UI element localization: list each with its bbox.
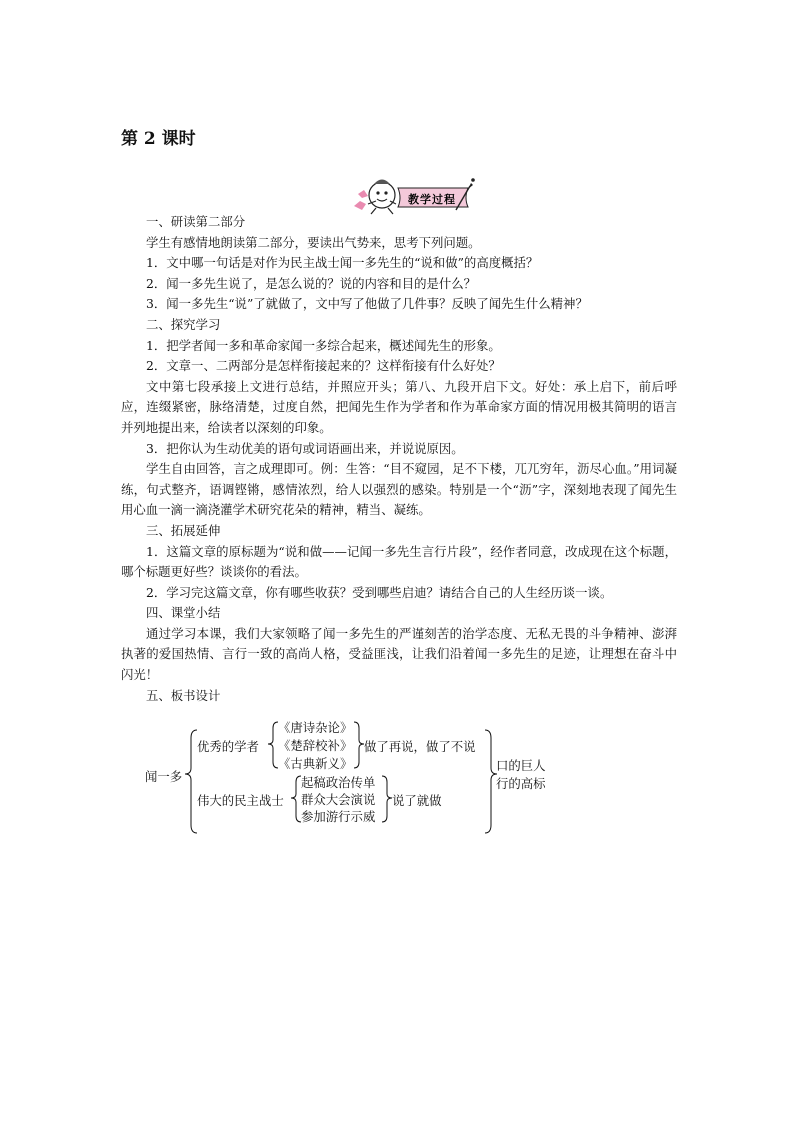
- section-heading: 五、板书设计: [146, 687, 221, 703]
- board-deed: 起稿政治传单: [301, 775, 376, 790]
- paragraph: 通过学习本课，我们大家领略了闻一多先生的严谨刻苦的治学态度、无私无畏的斗争精神、澎湃执著的爱国热情、言行一致的高尚人格，受益匪浅，让我们沿着闻一多先生的足迹，让理想在奋斗中闪光！: [121, 625, 677, 683]
- lesson-title: 第 2 课时: [121, 129, 196, 149]
- section-heading: 一、研读第二部分: [146, 214, 246, 229]
- works-brace: [268, 722, 278, 768]
- board-work: 《唐诗杂论》: [278, 720, 353, 735]
- board-fighter-summary: 说了就做: [392, 793, 442, 808]
- board-work: 《古典新义》: [278, 756, 353, 771]
- board-scholar-summary: 做了再说，做了不说: [364, 739, 476, 754]
- section-heading: 三、拓展延伸: [146, 522, 221, 538]
- question: 1．把学者闻一多和革命家闻一多综合起来，概述闻先生的形象。: [146, 337, 501, 353]
- question: 3．把你认为生动优美的语句或词语画出来，并说说原因。: [146, 440, 464, 456]
- board-conclusion: 口的巨人: [496, 758, 546, 773]
- section-heading: 二、探究学习: [146, 316, 221, 332]
- answer: 学生自由回答，言之成理即可。例：生答：“目不窥园，足不下楼，兀兀穷年，沥尽心血。”用词凝练，句式整齐，语调铿锵，感情浓烈，给人以强烈的感染。特别是一个“沥”字，深刻地表现了闻先生用心血一滴一滴浇灌学术研究花朵的精神，精当、凝练。: [121, 461, 677, 518]
- question: 1．这篇文章的原标题为“说和做——记闻一多先生言行片段”，经作者同意，改成现在这个标题，哪个标题更好些？谈谈你的看法。: [121, 543, 677, 580]
- board-deed: 群众大会演说: [301, 792, 376, 807]
- section-heading: 四、课堂小结: [146, 605, 221, 621]
- deeds-close-brace: [382, 776, 392, 822]
- deeds-brace: [291, 776, 301, 822]
- question: 2．文章一、二两部分是怎样衔接起来的？这样衔接有什么好处？: [146, 358, 501, 374]
- board-work: 《楚辞校补》: [278, 738, 353, 753]
- board-deed: 参加游行示威: [301, 809, 376, 824]
- question: 2．闻一多先生说了，是怎么说的？说的内容和目的是什么？: [146, 275, 477, 291]
- board-conclusion: 行的高标: [496, 776, 546, 791]
- blackboard-design: [121, 718, 677, 838]
- paragraph: 学生有感情地朗读第二部分，要读出气势来，思考下列问题。: [146, 234, 481, 250]
- badge-label: 教学过程: [408, 193, 456, 206]
- main-brace: [185, 730, 197, 833]
- works-close-brace: [354, 722, 364, 768]
- board-fighter: 伟大的民主战士: [197, 793, 284, 808]
- answer: 文中第七段承接上文进行总结，并照应开头；第八、九段开启下文。好处：承上启下，前后呼应，连缀紧密，脉络清楚，过度自然，把闻先生作为学者和作为革命家方面的情况用极其简明的语言并列地提出来，给读者以深刻的印象。: [121, 378, 677, 435]
- board-root: 闻一多: [145, 769, 183, 784]
- lesson-body: [121, 212, 677, 706]
- board-scholar: 优秀的学者: [197, 739, 259, 754]
- board-braces: [121, 718, 677, 838]
- question: 3．闻一多先生“说”了就做了，文中写了他做了几件事？反映了闻先生什么精神？: [146, 296, 588, 312]
- section-badge: [352, 176, 476, 216]
- question: 1．文中哪一句话是对作为民主战士闻一多先生的“说和做”的高度概括？: [146, 255, 539, 271]
- question: 2．学习完这篇文章，你有哪些收获？受到哪些启迪？请结合自己的人生经历谈一谈。: [146, 584, 613, 600]
